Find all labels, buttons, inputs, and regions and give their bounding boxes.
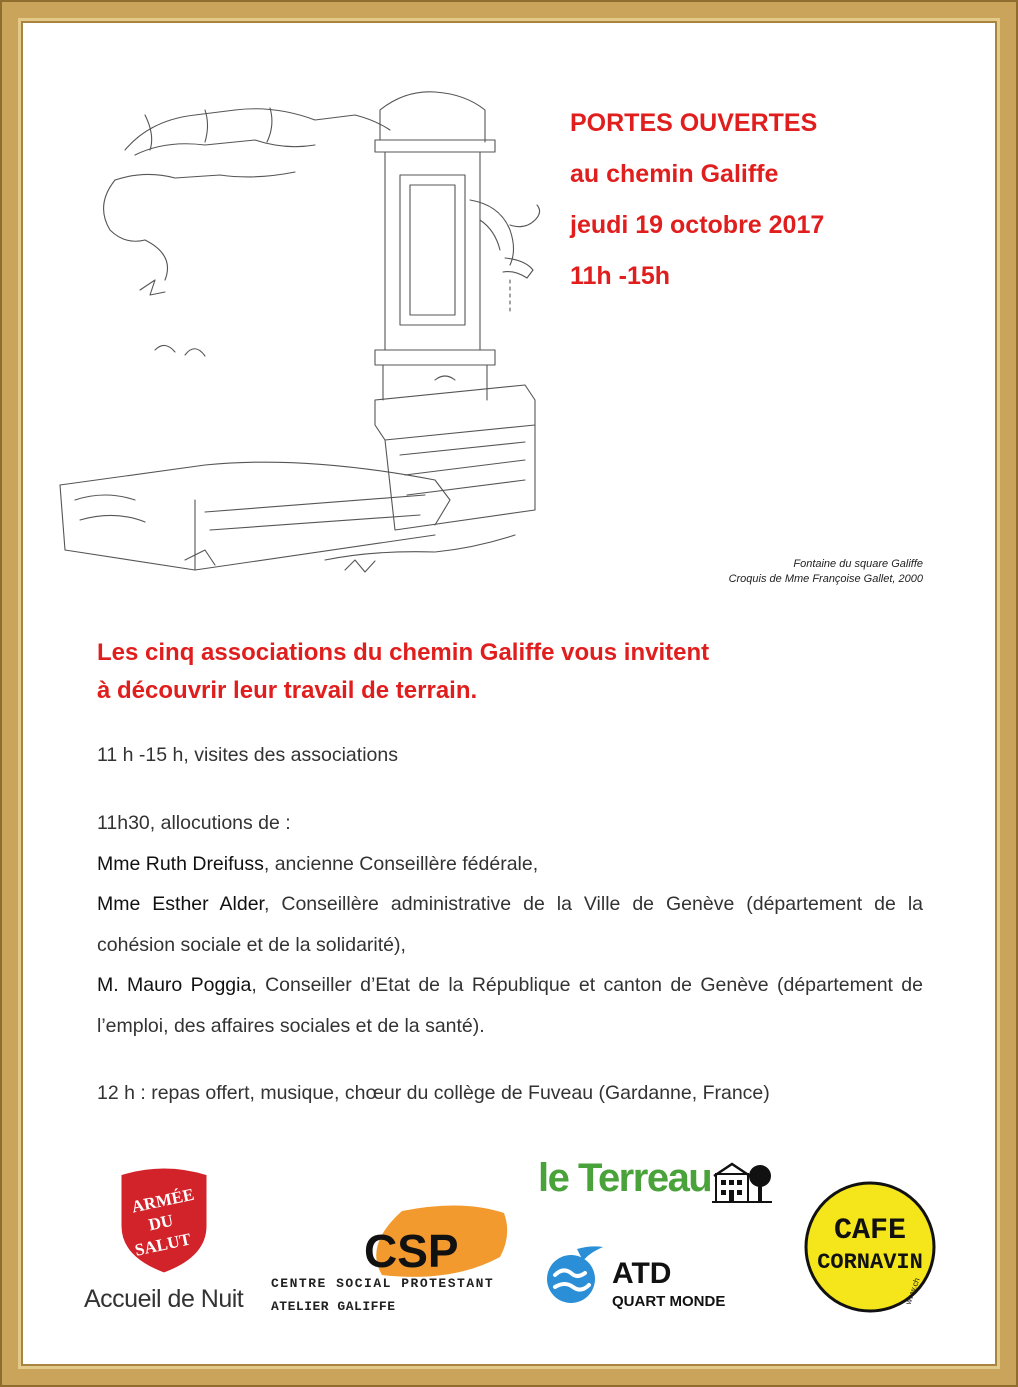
- csp-sublabel: ATELIER GALIFFE: [271, 1299, 396, 1314]
- shield-text-3: SALUT: [133, 1229, 193, 1260]
- speaker-2-role: , Conseillère administrative de la Ville de Genève (département de la cohésion sociale et de la solidarité),: [97, 893, 923, 956]
- speaker-3-name: M. Mauro Poggia: [97, 974, 252, 996]
- speaker-3: [97, 965, 923, 1046]
- program-lunch: 12 h : repas offert, musique, chœur du collège de Fuveau (Gardanne, France): [97, 1082, 770, 1104]
- event-headline: [570, 98, 824, 302]
- le-terreau-logo-text: le Terreau: [538, 1156, 712, 1200]
- csp-logo-text: CSP: [364, 1225, 459, 1277]
- invite-line-2: à découvrir leur travail de terrain.: [97, 677, 478, 704]
- shield-text-2: DU: [146, 1210, 175, 1235]
- cafe-cornavin-logo: [803, 1180, 937, 1314]
- atd-quart-monde-icon: [541, 1245, 603, 1305]
- program-speeches: [97, 803, 923, 1046]
- armee-du-salut-shield-logo: [110, 1166, 218, 1278]
- speaker-1: [97, 844, 923, 885]
- sketch-caption: [729, 557, 923, 587]
- csp-logo: [362, 1205, 510, 1283]
- shield-text-1: ARMÉE: [129, 1184, 196, 1217]
- fountain-sketch-illustration: [55, 80, 555, 590]
- armee-du-salut-label: Accueil de Nuit: [84, 1285, 244, 1313]
- invite-line-1: Les cinq associations du chemin Galiffe vous invitent: [97, 639, 710, 666]
- atd-label: ATD: [612, 1257, 672, 1290]
- headline-location: au chemin Galiffe: [570, 160, 779, 188]
- speaker-1-name: Mme Ruth Dreifuss: [97, 852, 264, 875]
- caption-credit: Croquis de Mme Françoise Gallet, 2000: [728, 573, 923, 585]
- speaker-2: [97, 884, 923, 965]
- csp-label: CENTRE SOCIAL PROTESTANT: [271, 1276, 495, 1291]
- speeches-intro: 11h30, allocutions de :: [97, 812, 291, 834]
- cafe-text-small: www.ch: [903, 1276, 922, 1306]
- headline-time: 11h -15h: [570, 262, 671, 290]
- cafe-text-1: CAFE: [833, 1214, 907, 1248]
- speaker-3-role: , Conseiller d’Etat de la République et canton de Genève (département de l’emploi, des affaires sociales et de la santé).: [97, 974, 923, 1037]
- invitation-heading: [97, 634, 917, 710]
- headline-date: jeudi 19 octobre 2017: [570, 211, 825, 239]
- house-tree-icon: [712, 1160, 772, 1204]
- program-visits: 11 h -15 h, visites des associations: [97, 744, 398, 766]
- headline-title: PORTES OUVERTES: [570, 109, 818, 137]
- atd-sublabel: QUART MONDE: [612, 1293, 726, 1310]
- caption-title: Fontaine du square Galiffe: [793, 558, 923, 570]
- speaker-1-role: , ancienne Conseillère fédérale,: [263, 852, 539, 875]
- cafe-text-2: CORNAVIN: [817, 1250, 923, 1275]
- speaker-2-name: Mme Esther Alder: [97, 893, 264, 915]
